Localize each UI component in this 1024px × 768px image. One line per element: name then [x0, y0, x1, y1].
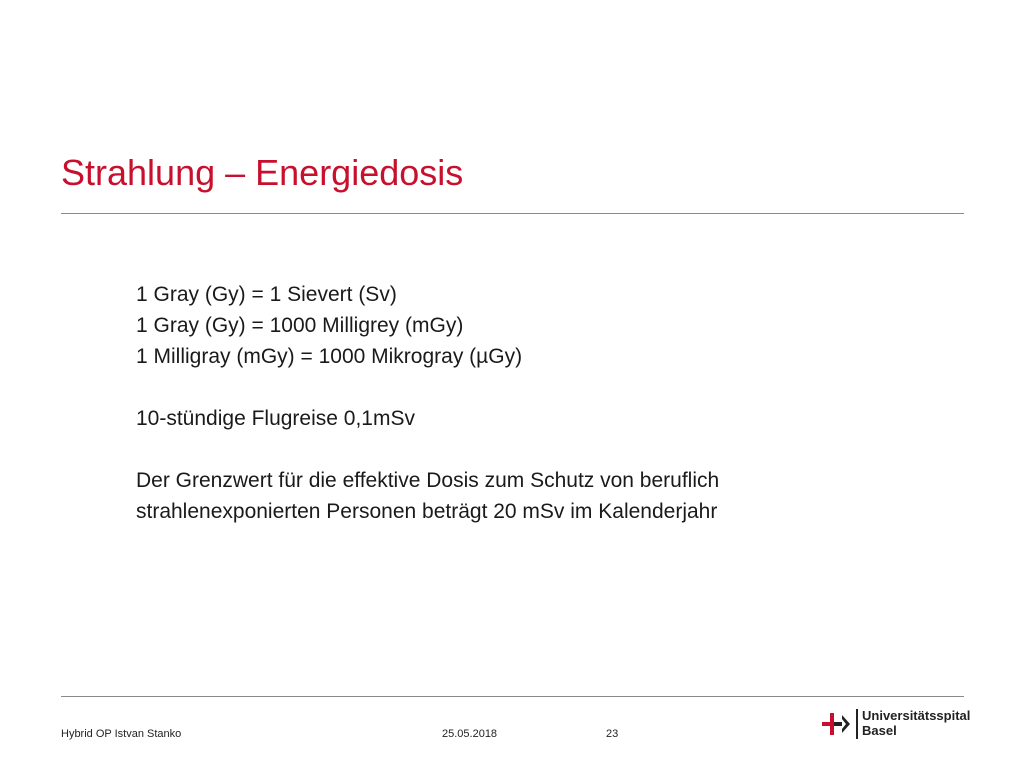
conversion-line-2: 1 Gray (Gy) = 1000 Milligrey (mGy): [136, 314, 464, 337]
title-divider: [61, 213, 964, 214]
spacer: [136, 434, 956, 465]
dose-limit-line-1: Der Grenzwert für die effektive Dosis zum Schutz von beruflich: [136, 469, 720, 492]
conversion-line-1: 1 Gray (Gy) = 1 Sievert (Sv): [136, 283, 397, 306]
conversion-line-3: 1 Milligray (mGy) = 1000 Mikrogray (µGy): [136, 345, 523, 368]
slide-body: [136, 279, 956, 527]
dose-limit-line-2: strahlenexponierten Personen beträgt 20 mSv im Kalenderjahr: [136, 500, 718, 523]
logo-text: [862, 708, 970, 738]
usb-logo-icon: [822, 711, 854, 737]
spacer: [136, 372, 956, 403]
hospital-logo: [822, 707, 972, 743]
logo-line-1: Universitätsspital: [862, 708, 971, 723]
footer-presenter: Hybrid OP Istvan Stanko: [61, 728, 182, 740]
logo-divider: [856, 709, 858, 739]
footer-divider: [61, 696, 964, 697]
footer-page-number: 23: [606, 728, 619, 740]
footer-date: 25.05.2018: [442, 728, 498, 740]
logo-line-2: Basel: [862, 723, 897, 738]
slide-title: Strahlung – Energiedosis: [61, 152, 464, 193]
flight-dose-note: 10-stündige Flugreise 0,1mSv: [136, 407, 415, 430]
